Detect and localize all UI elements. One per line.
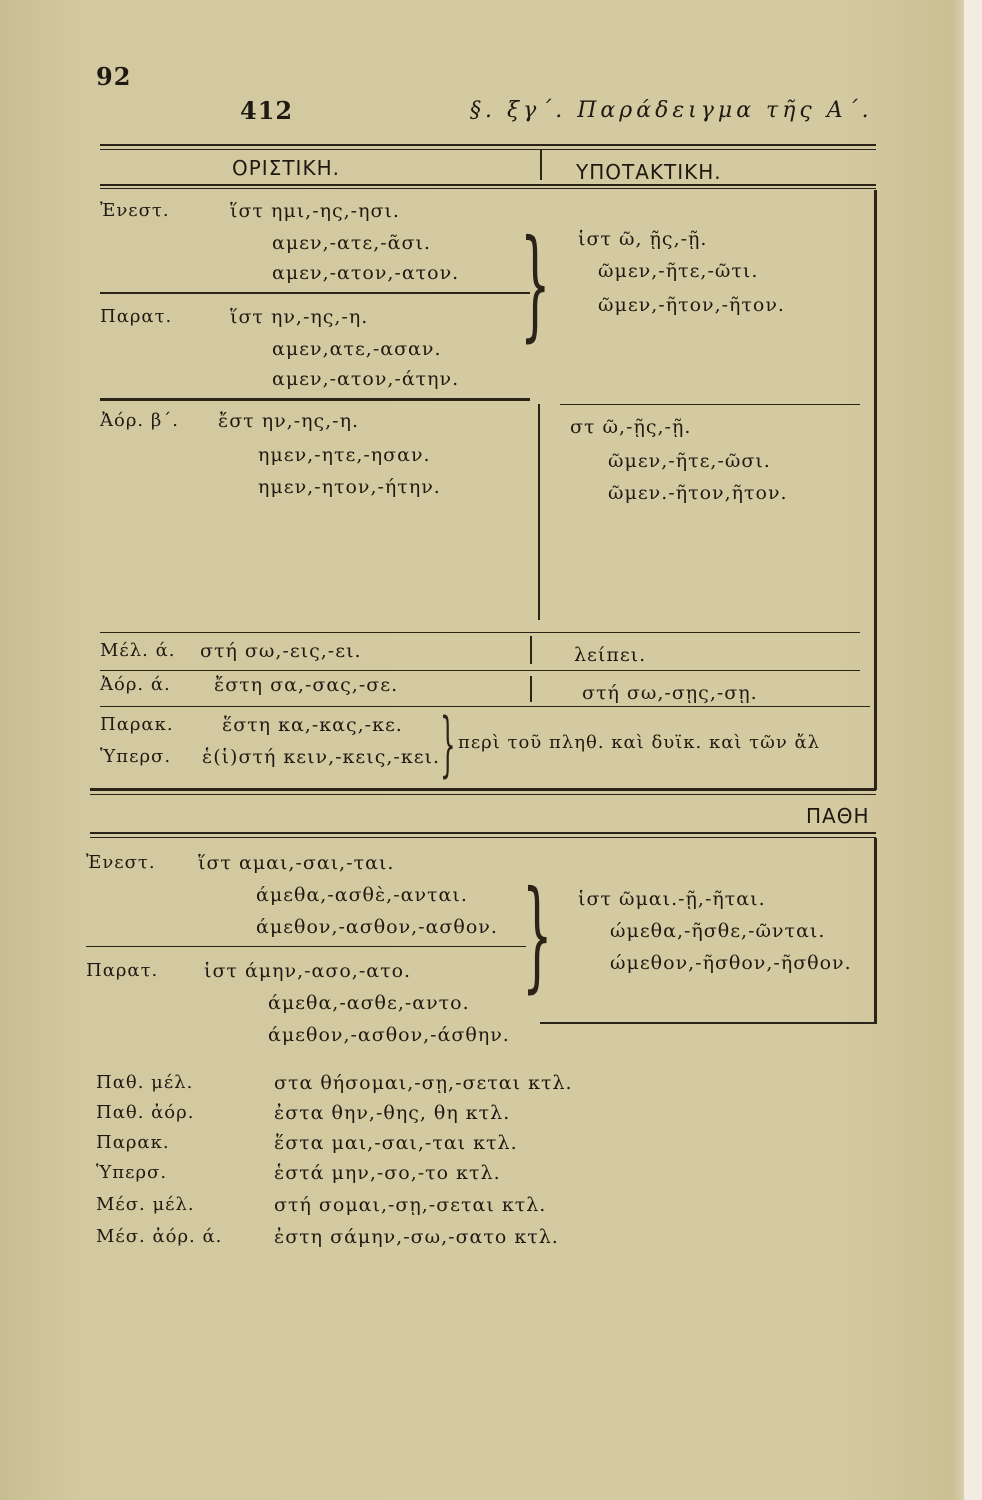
- brace-passive: }: [522, 866, 553, 1005]
- col-header-indicative: ΟΡΙΣΤΙΚΗ.: [232, 156, 340, 180]
- brace-present: }: [520, 215, 551, 354]
- passive-subj-3: ώμεθον,-ῆσθον,-ῆσθον.: [610, 952, 852, 974]
- passive-parat-1: ἱστ άμην,-ασο,-ατο.: [204, 960, 412, 982]
- fut-rule: [100, 632, 860, 633]
- passive-right-border: [874, 838, 877, 1024]
- pres-subj-3: ῶμεν,-ῆτον,-ῆτον.: [598, 294, 785, 316]
- parat-ind-3: αμεν,-ατον,-άτην.: [272, 368, 460, 390]
- aor2-subj-1: στ ῶ,-ῇς,-ῇ.: [570, 416, 692, 438]
- top-rule: [100, 144, 876, 146]
- aor1-subj: στή σω,-σῃς,-σῃ.: [582, 682, 758, 704]
- brace-note: περὶ τοῦ πληθ. καὶ δυϊκ. καὶ τῶν ἄλ: [458, 732, 821, 753]
- table-right-border: [874, 190, 877, 790]
- passive-subj-1: ἱστ ῶμαι.-ῇ,-ῆται.: [578, 888, 766, 910]
- label-passive-enest: Ἐνεστ.: [86, 852, 156, 873]
- pres-subj-1: ἱστ ῶ, ῇς,-ῇ.: [578, 228, 708, 250]
- top-rule-thin: [100, 149, 876, 150]
- aor2-divider: [538, 404, 540, 620]
- other-label-2: Παθ. ἀόρ.: [96, 1102, 195, 1123]
- aor2-ind-2: ημεν,-ητε,-ησαν.: [258, 444, 431, 466]
- aor2-subj-2: ῶμεν,-ῆτε,-ῶσι.: [608, 450, 771, 472]
- other-label-3: Παρακ.: [96, 1132, 170, 1153]
- aor2-subj-3: ῶμεν.-ῆτον,ῆτον.: [608, 482, 788, 504]
- aor2-rule-left: [100, 398, 530, 401]
- header-rule-thin: [100, 188, 876, 189]
- fut-ind: στή σω,-εις,-ει.: [200, 640, 362, 662]
- other-label-4: Ὑπερσ.: [96, 1162, 168, 1183]
- passive-enest-3: άμεθον,-ασθον,-ασθον.: [256, 916, 498, 938]
- aor2-ind-3: ημεν,-ητον,-ήτην.: [258, 476, 441, 498]
- other-form-4: ἑστά μην,-σο,-το κτλ.: [274, 1162, 501, 1184]
- other-label-1: Παθ. μέλ.: [96, 1072, 194, 1093]
- label-pluperf: Ὑπερσ.: [100, 746, 172, 767]
- other-form-3: ἕστα μαι,-σαι,-ται κτλ.: [274, 1132, 518, 1154]
- perf-rule: [100, 706, 870, 707]
- passive-parat-2: άμεθα,-ασθε,-αντο.: [268, 992, 470, 1014]
- label-enest: Ἐνεστ.: [100, 200, 170, 221]
- other-form-5: στή σομαι,-σῃ,-σεται κτλ.: [274, 1194, 547, 1216]
- label-passive-parat: Παρατ.: [86, 960, 159, 981]
- passive-rule-thin: [90, 794, 876, 795]
- label-aor1: Ἀόρ. ά.: [100, 674, 171, 695]
- passive-bottom-rule: [540, 1022, 876, 1024]
- header-divider: [540, 150, 542, 180]
- other-form-6: ἐστη σάμην,-σω,-σατο κτλ.: [274, 1226, 559, 1248]
- other-form-2: ἐστα θην,-θης, θη κτλ.: [274, 1102, 511, 1124]
- label-parat: Παρατ.: [100, 306, 173, 327]
- passive-enest-1: ἵστ αμαι,-σαι,-ται.: [198, 852, 395, 874]
- other-label-5: Μέσ. μέλ.: [96, 1194, 195, 1215]
- fut-subj: λείπει.: [574, 644, 647, 666]
- passive-header-rule-thin: [90, 837, 876, 838]
- running-title: §. ξγ΄. Παράδειγμα τῆς Α΄.: [470, 98, 873, 123]
- aor1-divider: [530, 676, 532, 702]
- label-perf: Παρακ.: [100, 714, 174, 735]
- enest-rule: [100, 292, 530, 294]
- passive-rule: [90, 788, 876, 791]
- other-form-1: στα θήσομαι,-σῃ,-σεται κτλ.: [274, 1072, 573, 1094]
- aor1-rule: [100, 670, 860, 671]
- aor2-ind-1: ἔστ ην,-ης,-η.: [218, 410, 360, 432]
- aor1-ind: ἔστη σα,-σας,-σε.: [214, 674, 399, 696]
- pres-subj-2: ῶμεν,-ῆτε,-ῶτι.: [598, 260, 759, 282]
- passive-parat-3: άμεθον,-ασθον,-άσθην.: [268, 1024, 510, 1046]
- header-rule: [100, 184, 876, 186]
- parat-ind-2: αμεν,ατε,-ασαν.: [272, 338, 442, 360]
- label-fut: Μέλ. ά.: [100, 640, 176, 661]
- other-label-6: Μέσ. ἀόρ. ά.: [96, 1226, 223, 1247]
- page-edge: [964, 0, 982, 1500]
- label-aor2: Ἀόρ. β΄.: [100, 410, 179, 431]
- fut-divider: [530, 636, 532, 664]
- perf-ind: ἕστη κα,-κας,-κε.: [222, 714, 403, 736]
- enest-ind-1: ἵστ ημι,-ης,-ησι.: [230, 200, 400, 222]
- section-number: 412: [240, 96, 294, 125]
- passive-subj-2: ώμεθα,-ῆσθε,-ῶνται.: [610, 920, 826, 942]
- page-number: 92: [96, 62, 132, 91]
- passive-header-rule: [90, 832, 876, 834]
- brace-perfect: }: [440, 703, 456, 785]
- aor2-rule-right: [560, 404, 860, 405]
- parat-ind-1: ἵστ ην,-ης,-η.: [230, 306, 369, 328]
- col-header-subjunctive: ΥΠΟΤΑΚΤΙΚΗ.: [576, 160, 722, 184]
- enest-ind-2: αμεν,-ατε,-ᾶσι.: [272, 232, 431, 254]
- passive-enest-2: άμεθα,-ασθὲ,-ανται.: [256, 884, 468, 906]
- enest-ind-3: αμεν,-ατον,-ατον.: [272, 262, 460, 284]
- passive-heading: ΠΑΘΗ: [806, 804, 870, 828]
- passive-enest-rule: [86, 946, 526, 947]
- pluperf-ind: ἑ(ἱ)στή κειν,-κεις,-κει.: [202, 746, 441, 768]
